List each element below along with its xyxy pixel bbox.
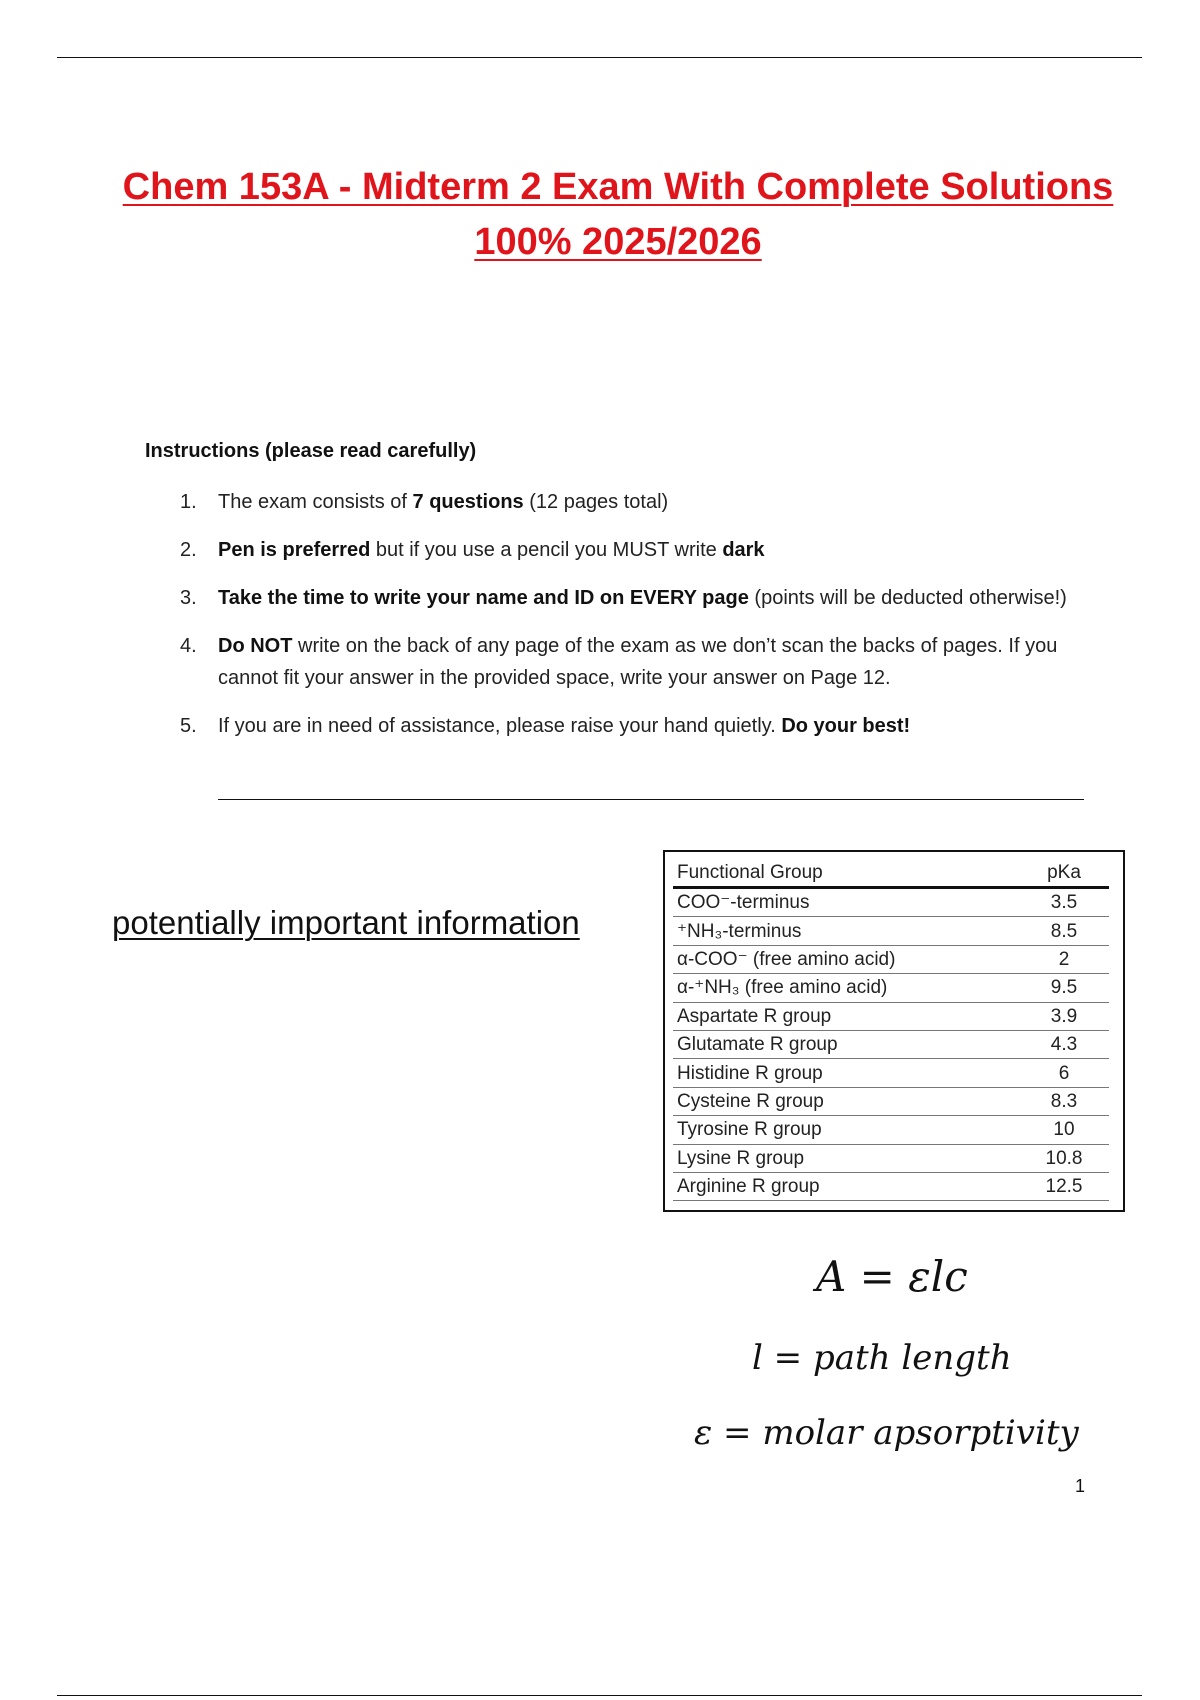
pka-cell: 3.9 [1019,1002,1109,1030]
table-row [673,1030,1109,1058]
table-row [673,888,1109,917]
beer-lambert-equation: A = εlc [816,1252,968,1301]
item-text: If you are in need of assistance, please raise your hand quietly. [218,715,782,737]
table-row [673,1002,1109,1030]
instructions-heading: Instructions (please read carefully) [145,440,477,462]
page-number: 1 [1075,1476,1086,1496]
table-row [673,974,1109,1002]
instruction-item [180,486,1100,518]
column-header-group: Functional Group [673,858,1019,888]
instruction-item [180,710,1100,742]
group-cell: Aspartate R group [673,1002,1019,1030]
item-number: 5. [180,715,197,737]
table-row [673,917,1109,945]
title-line-1: Chem 153A - Midterm 2 Exam With Complete Solutions [122,166,1114,208]
table-row [673,1059,1109,1087]
instructions-list [180,486,1100,758]
group-cell: ⁺NH₃-terminus [673,917,1019,945]
pka-cell: 2 [1019,945,1109,973]
instruction-item [180,582,1100,614]
item-number: 3. [180,587,197,609]
instructions-separator [218,799,1084,800]
pka-cell: 6 [1019,1059,1109,1087]
instruction-item [180,630,1100,694]
top-rule [57,57,1142,58]
table-row [673,945,1109,973]
document-title [0,160,1200,270]
table-row [673,1116,1109,1144]
pka-cell: 3.5 [1019,888,1109,917]
group-cell: Lysine R group [673,1144,1019,1172]
group-cell: Tyrosine R group [673,1116,1019,1144]
info-label: potentially important information [112,904,580,941]
pka-cell: 8.5 [1019,917,1109,945]
title-line-2: 100% 2025/2026 [474,221,762,263]
path-length-definition: l = path length [752,1338,1012,1378]
column-header-pka: pKa [1019,858,1109,888]
table-row [673,1087,1109,1115]
item-text: (12 pages total) [523,491,669,513]
item-bold-text: 7 questions [412,491,524,513]
item-bold-text: Do NOT [218,635,293,657]
group-cell: Cysteine R group [673,1087,1019,1115]
group-cell: α-COO⁻ (free amino acid) [673,945,1019,973]
pka-cell: 4.3 [1019,1030,1109,1058]
item-text: The exam consists of [218,491,413,513]
item-number: 2. [180,539,197,561]
pka-cell: 12.5 [1019,1172,1109,1200]
group-cell: α-⁺NH₃ (free amino acid) [673,974,1019,1002]
pka-table [673,858,1109,1201]
item-text: (points will be deducted otherwise!) [748,587,1067,609]
pka-cell: 9.5 [1019,974,1109,1002]
pka-table-frame [663,850,1125,1212]
pka-cell: 10 [1019,1116,1109,1144]
item-bold-text: Take the time to write your name and ID on EVERY page [218,587,749,609]
item-bold-text: dark [722,539,765,561]
instruction-item [180,534,1100,566]
molar-absorptivity-definition: ε = molar apsorptivity [694,1413,1079,1453]
table-row [673,1172,1109,1200]
item-number: 4. [180,635,197,657]
bottom-rule [57,1695,1142,1696]
group-cell: Arginine R group [673,1172,1019,1200]
item-text: but if you use a pencil you MUST write [370,539,723,561]
table-header-row [673,858,1109,888]
item-bold-text: Pen is preferred [218,539,371,561]
item-number: 1. [180,491,197,513]
item-bold-text: Do your best! [781,715,911,737]
pka-cell: 8.3 [1019,1087,1109,1115]
group-cell: Glutamate R group [673,1030,1019,1058]
group-cell: COO⁻-terminus [673,888,1019,917]
pka-cell: 10.8 [1019,1144,1109,1172]
group-cell: Histidine R group [673,1059,1019,1087]
item-text: write on the back of any page of the exam as we don’t scan the backs of pages. If you cannot fit your answer in the provided space, write your answer on Page 12. [218,635,1058,689]
table-row [673,1144,1109,1172]
